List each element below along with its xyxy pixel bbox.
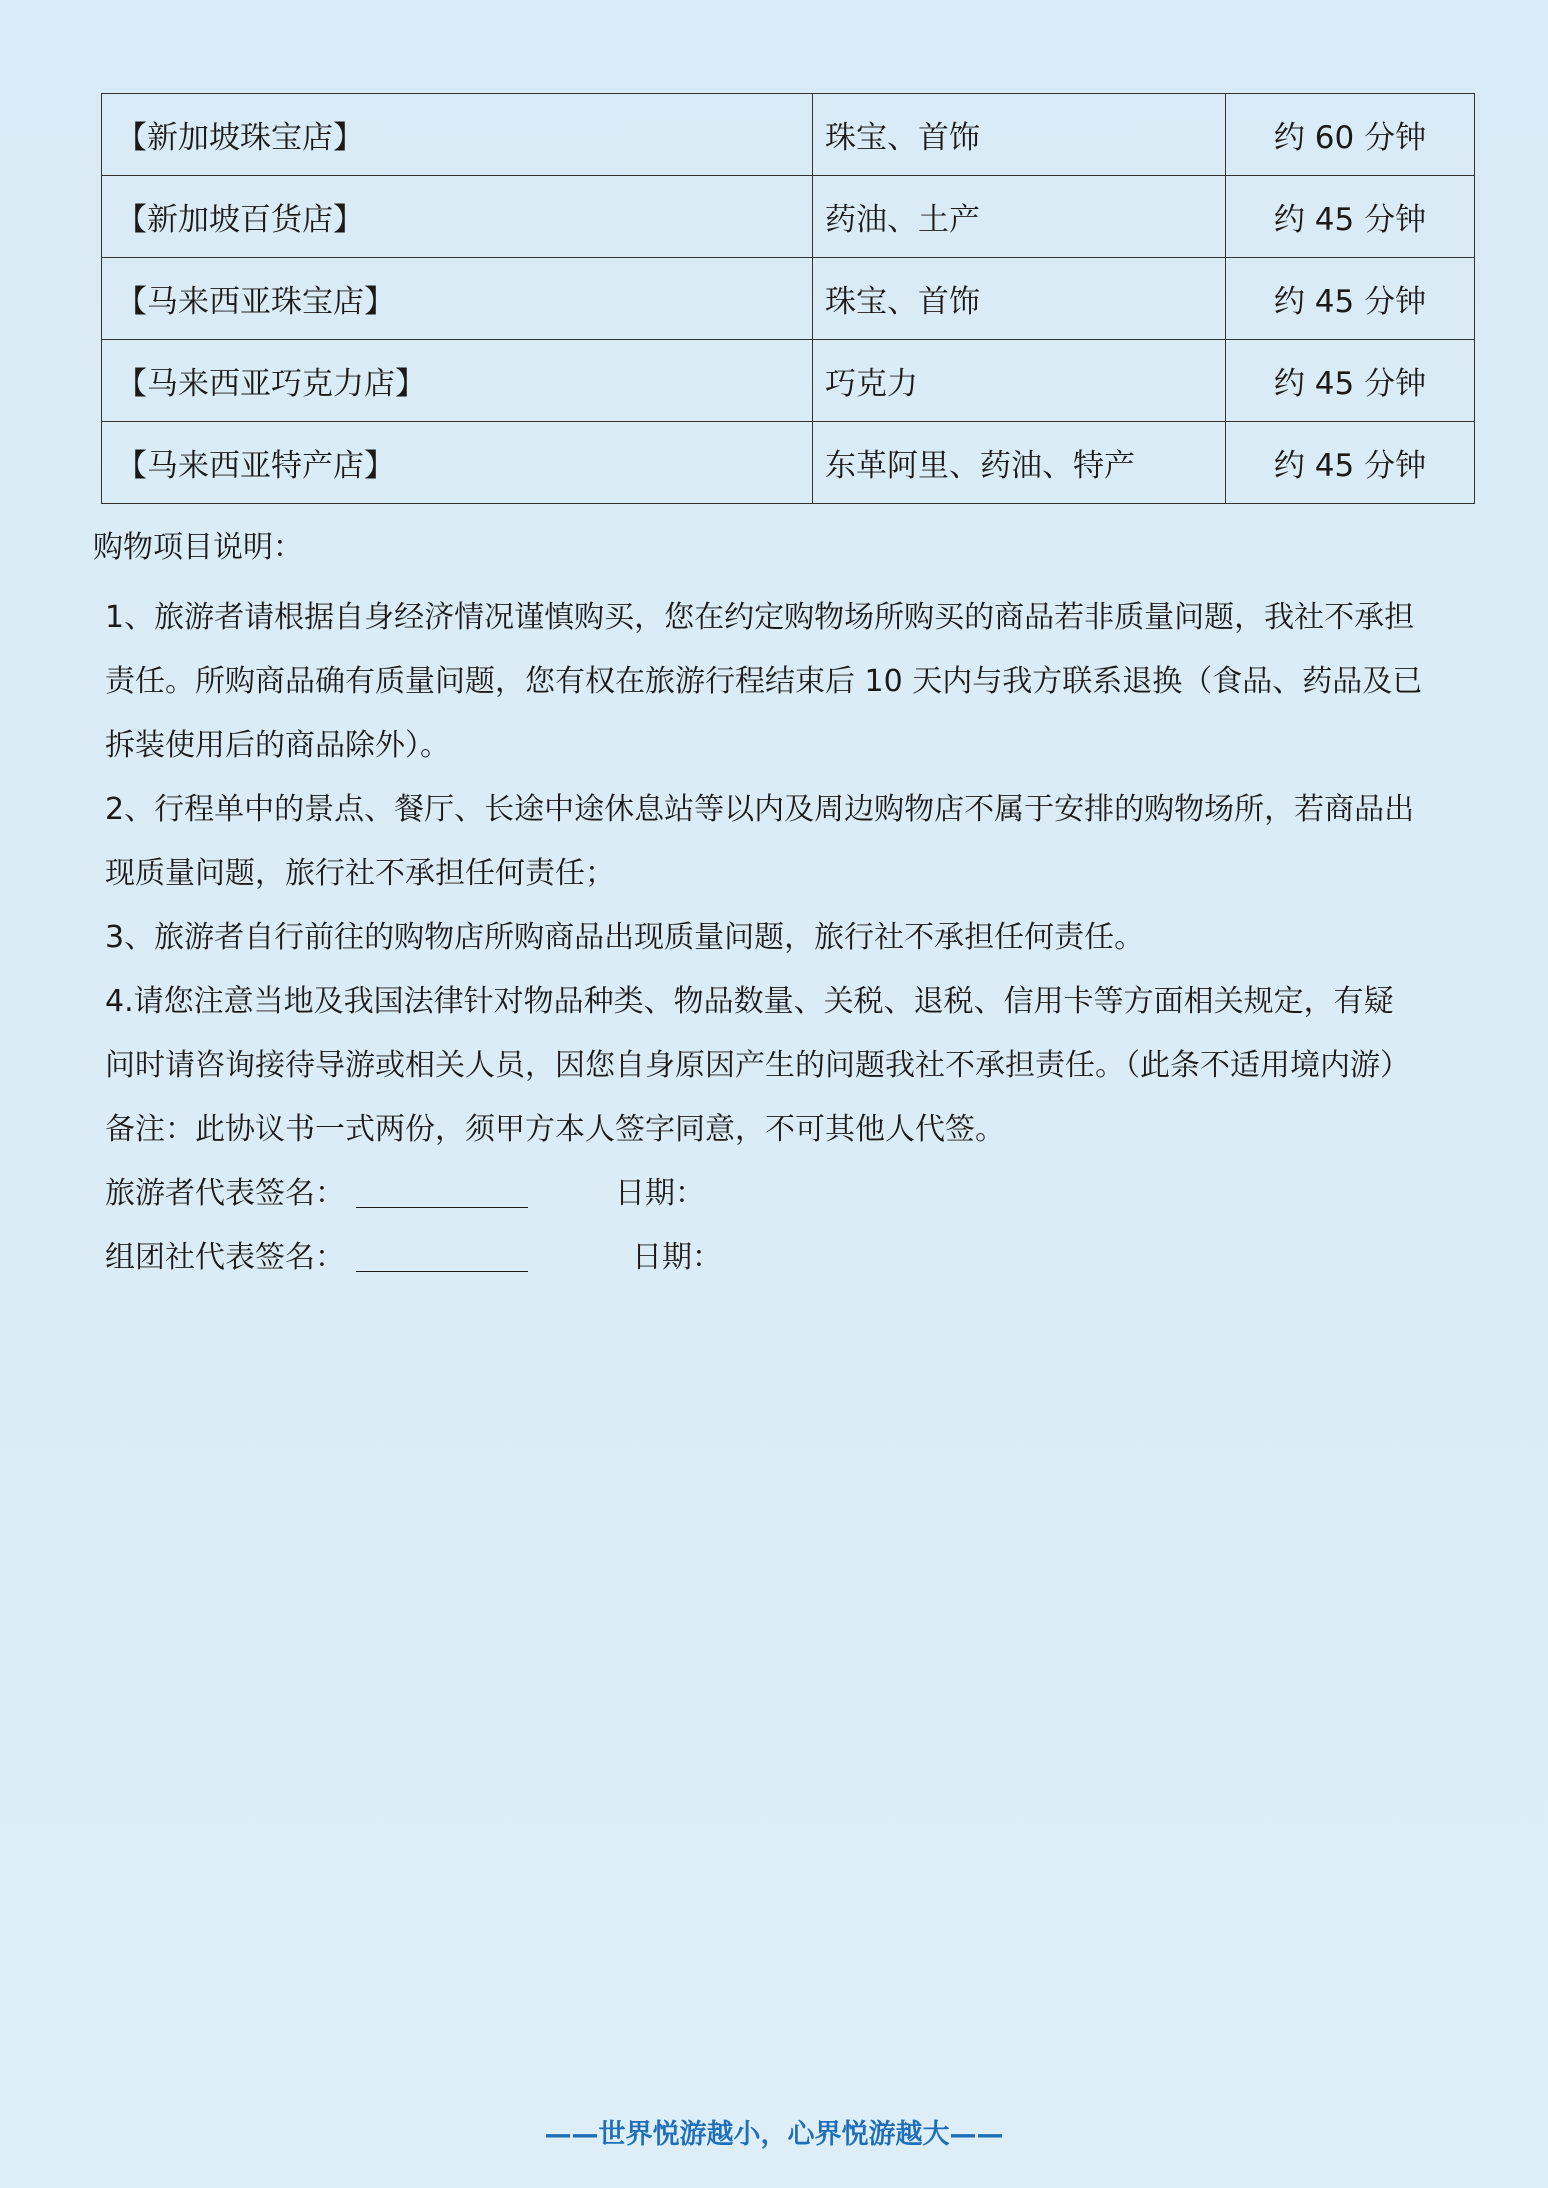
- agency-signature-label: 组团社代表签名：: [105, 1240, 345, 1275]
- shop-name-cell: 【新加坡百货店】: [102, 176, 813, 258]
- note-line: 1、旅游者请根据自身经济情况谨慎购买，您在约定购物场所购买的商品若非质量问题，我社不承担: [105, 600, 1415, 635]
- agency-date-label: 日期：: [632, 1240, 722, 1275]
- table-row: [102, 94, 1475, 176]
- note-line: 2、行程单中的景点、餐厅、长途中途休息站等以内及周边购物店不属于安排的购物场所，若商品出: [105, 792, 1415, 827]
- note-line: 现质量问题，旅行社不承担任何责任；: [105, 856, 615, 891]
- tourist-signature-row: [105, 1162, 1465, 1226]
- table-row: [102, 422, 1475, 504]
- note-line: 责任。所购商品确有质量问题，您有权在旅游行程结束后 10 天内与我方联系退换（食品、药品及已: [105, 664, 1423, 699]
- note-line: 问时请咨询接待导游或相关人员，因您自身原因产生的问题我社不承担责任。（此条不适用境内游）: [105, 1048, 1410, 1083]
- shop-duration-cell: 约 45 分钟: [1226, 176, 1475, 258]
- shop-goods-cell: 珠宝、首饰: [813, 258, 1226, 340]
- agency-signature-row: [105, 1226, 1465, 1290]
- remarks-line: 备注：此协议书一式两份，须甲方本人签字同意，不可其他人代签。: [105, 1112, 1005, 1147]
- table-row: [102, 176, 1475, 258]
- table-row: [102, 340, 1475, 422]
- shop-name-cell: 【马来西亚珠宝店】: [102, 258, 813, 340]
- tourist-signature-label: 旅游者代表签名：: [105, 1176, 345, 1211]
- footer-slogan: ——世界悦游越小，心界悦游越大——: [544, 2119, 1004, 2150]
- shop-goods-cell: 药油、土产: [813, 176, 1226, 258]
- shop-duration-cell: 约 45 分钟: [1226, 422, 1475, 504]
- shop-duration-cell: 约 45 分钟: [1226, 258, 1475, 340]
- table-row: [102, 258, 1475, 340]
- agency-signature-field[interactable]: [356, 1271, 528, 1272]
- shop-duration-cell: 约 45 分钟: [1226, 340, 1475, 422]
- shopping-notes-heading: 购物项目说明：: [93, 530, 303, 565]
- shop-goods-cell: 珠宝、首饰: [813, 94, 1226, 176]
- shop-name-cell: 【新加坡珠宝店】: [102, 94, 813, 176]
- tourist-date-label: 日期：: [615, 1176, 705, 1211]
- note-line: 3、旅游者自行前往的购物店所购商品出现质量问题，旅行社不承担任何责任。: [105, 920, 1145, 955]
- shop-duration-cell: 约 60 分钟: [1226, 94, 1475, 176]
- shop-name-cell: 【马来西亚巧克力店】: [102, 340, 813, 422]
- shop-name-cell: 【马来西亚特产店】: [102, 422, 813, 504]
- note-line: 拆装使用后的商品除外）。: [105, 728, 450, 763]
- note-line: 4.请您注意当地及我国法律针对物品种类、物品数量、关税、退税、信用卡等方面相关规定，有疑: [105, 984, 1394, 1019]
- shopping-schedule-table: [101, 93, 1475, 504]
- shopping-notes: [105, 586, 1465, 1290]
- shop-goods-cell: 东革阿里、药油、特产: [813, 422, 1226, 504]
- tourist-signature-field[interactable]: [356, 1207, 528, 1208]
- shop-goods-cell: 巧克力: [813, 340, 1226, 422]
